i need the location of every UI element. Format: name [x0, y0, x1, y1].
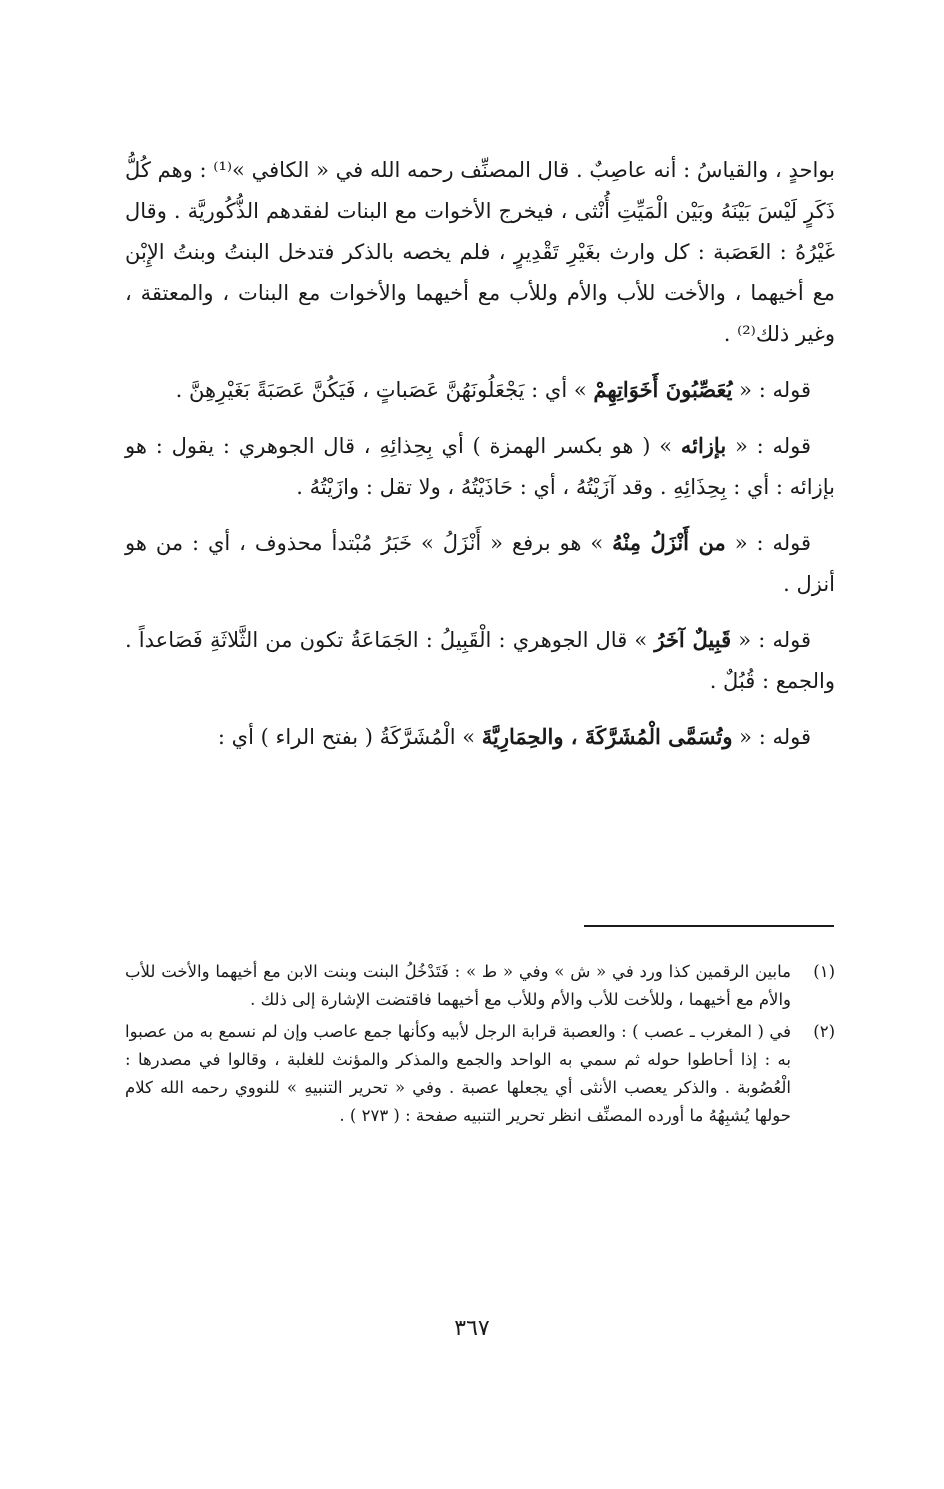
- paragraph-3-lead: قوله : «: [726, 434, 811, 458]
- footnote-1-text: مابين الرقمين كذا ورد في « ش » وفي « ط » : فَتَدْخُلُ البنت وبنت الابن مع أخيهما والأخت للأب والأم مع أخيهما ، وللأخت للأب والأم وللأب مع أخيهما فاقتضت الإشارة إلى ذلك .: [125, 962, 791, 1009]
- paragraph-1: [125, 150, 835, 355]
- paragraph-4-keyword: من أَنْزَلُ مِنْهُ: [612, 530, 726, 555]
- paragraph-2-keyword: يُعَصِّبُونَ أَخَوَاتِهِمْ: [593, 377, 733, 402]
- footnote-2: [125, 1018, 835, 1130]
- paragraph-1-text: بواحدٍ ، والقياسُ : أنه عاصِبٌ . قال المصنِّف رحمه الله في « الكافي »⁽¹⁾ : وهم كُلُّ ذَكَرٍ لَيْسَ بَيْنَهُ وبَيْن الْمَيِّتِ أُنْثى ، فيخرج الأخوات مع البنات لفقدهم الذُّكُوريَّة . وقال غَيْرُهُ : العَصَبة : كل وارث بغَيْرِ تَقْدِيرٍ ، فلم يخصه بالذكر فتدخل البنتُ وبنتُ الإِبْن مع أخيهما ، والأخت للأب والأم وللأب مع أخيهما والأخوات مع البنات ، والمعتقة ، وغير ذلك⁽²⁾ .: [125, 158, 835, 346]
- paragraph-5: [125, 619, 835, 702]
- paragraph-3: [125, 425, 835, 508]
- paragraph-3-keyword: بإزائه: [680, 433, 727, 458]
- footnotes-block: [125, 958, 835, 1134]
- paragraph-5-keyword: قَبِيلٌ آخَرُ: [654, 627, 732, 652]
- footnote-2-number: (٢): [813, 1022, 835, 1041]
- paragraph-5-lead: قوله : «: [731, 628, 811, 652]
- paragraph-3-text: » ( هو بكسر الهمزة ) أي بِحِذائِهِ ، قال الجوهري : يقول : هو بإزائه : أي : بِحِذَائِهِ . وقد آزَيْتُهُ ، أي : حَاذَيْتُهُ ، ولا تقل : وازَيْتُهُ .: [125, 434, 835, 499]
- paragraph-6: [125, 716, 835, 758]
- footnote-divider: [584, 925, 834, 927]
- paragraph-6-text: » الْمُشَرَّكَةُ ( بفتح الراء ) أي :: [217, 725, 482, 749]
- paragraph-4-lead: قوله : «: [725, 531, 811, 555]
- paragraph-6-keyword: وتُسَمَّى الْمُشَرَّكَةَ ، والحِمَارِيَّةَ: [481, 724, 733, 749]
- page-number: ٣٦٧: [454, 1316, 490, 1341]
- footnote-1: [125, 958, 835, 1014]
- footnote-2-text: في ( المغرب ـ عصب ) : والعصبة قرابة الرجل لأبيه وكأنها جمع عاصب وإن لم نسمع به من عصبوا به : إذا أحاطوا حوله ثم سمي به الواحد والجمع والمذكر والمؤنث للغلبة ، وقالوا في مصدرها : الْعُصُوبة . والذكر يعصب الأنثى أي يجعلها عصبة . وفي « تحرير التنبيهِ » للنووي رحمه الله كلام حولها يُشبِهُهُ ما أورده المصنِّف انظر تحرير التنبيه صفحة : ( ٢٧٣ ) .: [125, 1022, 791, 1125]
- paragraph-5-text: » قال الجوهري : الْقَبِيلُ : الجَمَاعَةُ تكون من الثَّلاثَةِ فَصَاعداً . والجمع : قُبُلٌ .: [125, 628, 835, 693]
- paragraph-2-lead: قوله : «: [732, 378, 811, 402]
- paragraph-4-text: » هو برفع « أَنْزَلُ » خَبَرُ مُبْتدأ محذوف ، أي : من هو أنزل .: [125, 531, 835, 596]
- footnote-1-number: (١): [813, 962, 835, 981]
- paragraph-6-lead: قوله : «: [732, 725, 811, 749]
- paragraph-4: [125, 522, 835, 605]
- paragraph-2-text: » أي : يَجْعَلُونَهُنَّ عَصَباتٍ ، فَيَكُنَّ عَصَبَةً بَغَيْرِهِنَّ .: [175, 378, 594, 402]
- paragraph-2: [125, 369, 835, 411]
- main-text-block: [125, 150, 835, 758]
